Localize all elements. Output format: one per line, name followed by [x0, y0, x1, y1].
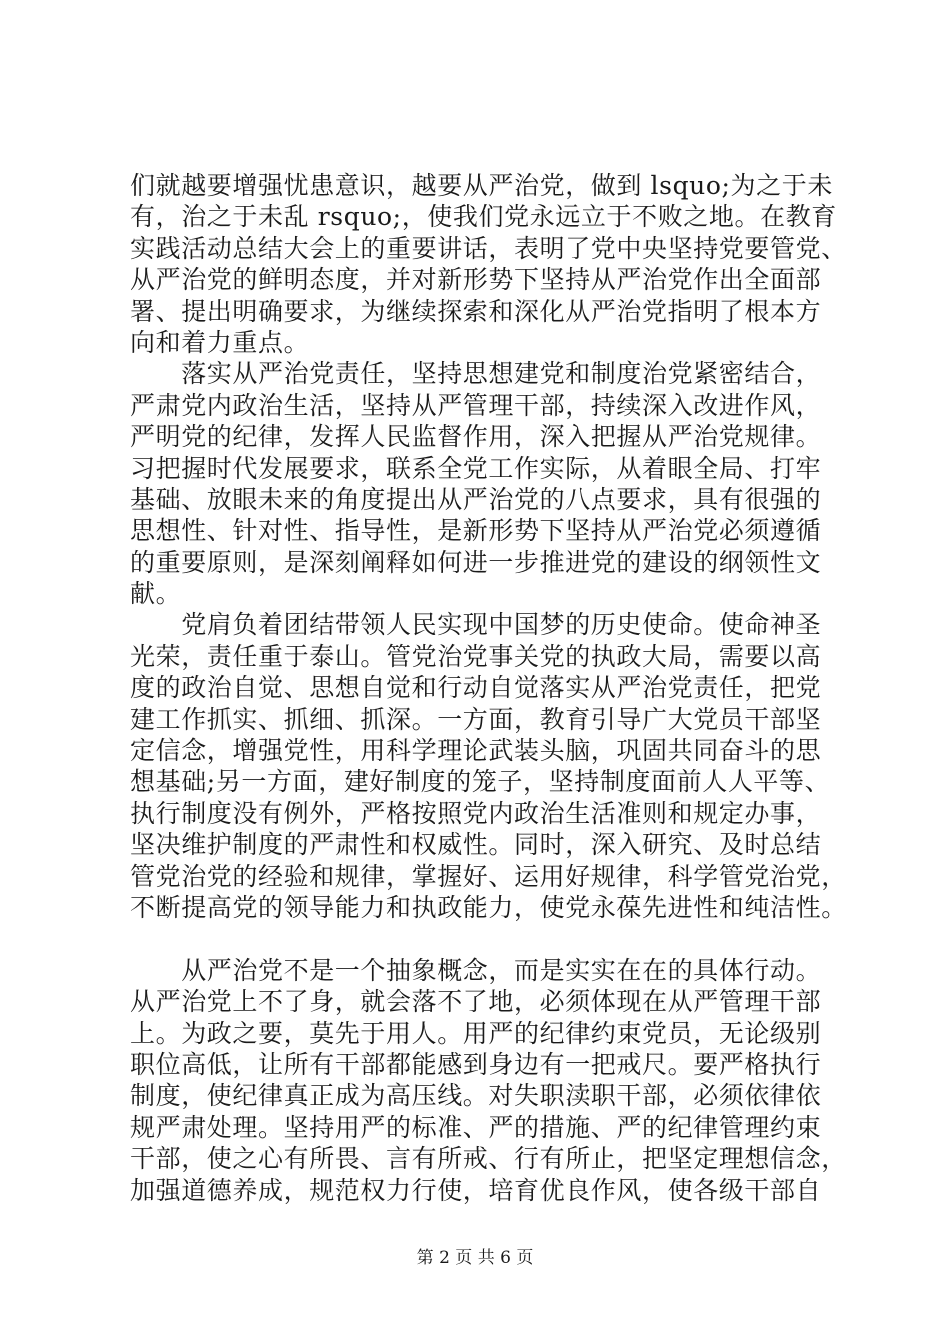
text-line: 管党治党的经验和规律，掌握好、运用好规律，科学管党治党， — [130, 861, 847, 891]
paragraph-spacer — [130, 923, 850, 954]
paragraph-4 — [130, 955, 850, 1206]
text-line: 制度，使纪律真正成为高压线。对失职渎职干部，必须依律依 — [130, 1081, 822, 1111]
text-line: 们就越要增强忧患意识，越要从严治党，做到 lsquo;为之于未 — [130, 171, 833, 200]
page-number-footer: 第 2 页 共 6 页 — [416, 1248, 534, 1268]
paragraph-2 — [130, 358, 850, 609]
text-line: 习把握时代发展要求，联系全党工作实际，从着眼全局、打牢 — [130, 453, 822, 483]
paragraph-3 — [130, 609, 850, 923]
text-line: 从严治党不是一个抽象概念，而是实实在在的具体行动。 — [130, 955, 822, 985]
text-line: 有，治之于未乱 rsquo;，使我们党永远立于不败之地。在教育 — [130, 202, 837, 232]
text-line: 严明党的纪律，发挥人民监督作用，深入把握从严治党规律。 — [130, 422, 822, 452]
text-line: 职位高低，让所有干部都能感到身边有一把戒尺。要严格执行 — [130, 1049, 822, 1079]
text-line: 向和着力重点。 — [130, 327, 310, 357]
text-line: 光荣，责任重于泰山。管党治党事关党的执政大局，需要以高 — [130, 641, 822, 671]
text-line: 规严肃处理。坚持用严的标准、严的措施、严的纪律管理约束 — [130, 1112, 822, 1142]
text-line: 署、提出明确要求，为继续探索和深化从严治党指明了根本方 — [130, 296, 822, 326]
text-line: 建工作抓实、抓细、抓深。一方面，教育引导广大党员干部坚 — [130, 704, 822, 734]
text-line: 严肃党内政治生活，坚持从严管理干部，持续深入改进作风， — [130, 390, 822, 420]
text-line: 落实从严治党责任，坚持思想建党和制度治党紧密结合， — [130, 359, 822, 389]
text-line: 的重要原则，是深刻阐释如何进一步推进党的建设的纲领性文 — [130, 547, 822, 577]
text-line: 基础、放眼未来的角度提出从严治党的八点要求，具有很强的 — [130, 484, 822, 514]
text-line: 度的政治自觉、思想自觉和行动自觉落实从严治党责任，把党 — [130, 673, 822, 703]
text-line: 执行制度没有例外，严格按照党内政治生活准则和规定办事， — [130, 798, 822, 828]
text-line: 上。为政之要，莫先于用人。用严的纪律约束党员，无论级别 — [130, 1018, 822, 1048]
text-line: 实践活动总结大会上的重要讲话，表明了党中央坚持党要管党、 — [130, 233, 847, 263]
document-body — [130, 170, 850, 1206]
paragraph-1 — [130, 170, 850, 358]
text-line: 党肩负着团结带领人民实现中国梦的历史使命。使命神圣 — [130, 610, 822, 640]
text-line: 想基础;另一方面，建好制度的笼子，坚持制度面前人人平等、 — [130, 767, 831, 797]
text-line: 定信念，增强党性，用科学理论武装头脑，巩固共同奋斗的思 — [130, 736, 822, 766]
text-line: 献。 — [130, 579, 182, 609]
text-line: 干部，使之心有所畏、言有所戒、行有所止，把坚定理想信念， — [130, 1144, 847, 1174]
text-line: 思想性、针对性、指导性，是新形势下坚持从严治党必须遵循 — [130, 516, 822, 546]
text-line: 加强道德养成，规范权力行使，培育优良作风，使各级干部自 — [130, 1175, 822, 1205]
text-line: 从严治党的鲜明态度，并对新形势下坚持从严治党作出全面部 — [130, 265, 822, 295]
text-line: 不断提高党的领导能力和执政能力，使党永葆先进性和纯洁性。 — [130, 892, 847, 922]
text-line: 坚决维护制度的严肃性和权威性。同时，深入研究、及时总结 — [130, 830, 822, 860]
text-line: 从严治党上不了身，就会落不了地，必须体现在从严管理干部 — [130, 987, 822, 1017]
